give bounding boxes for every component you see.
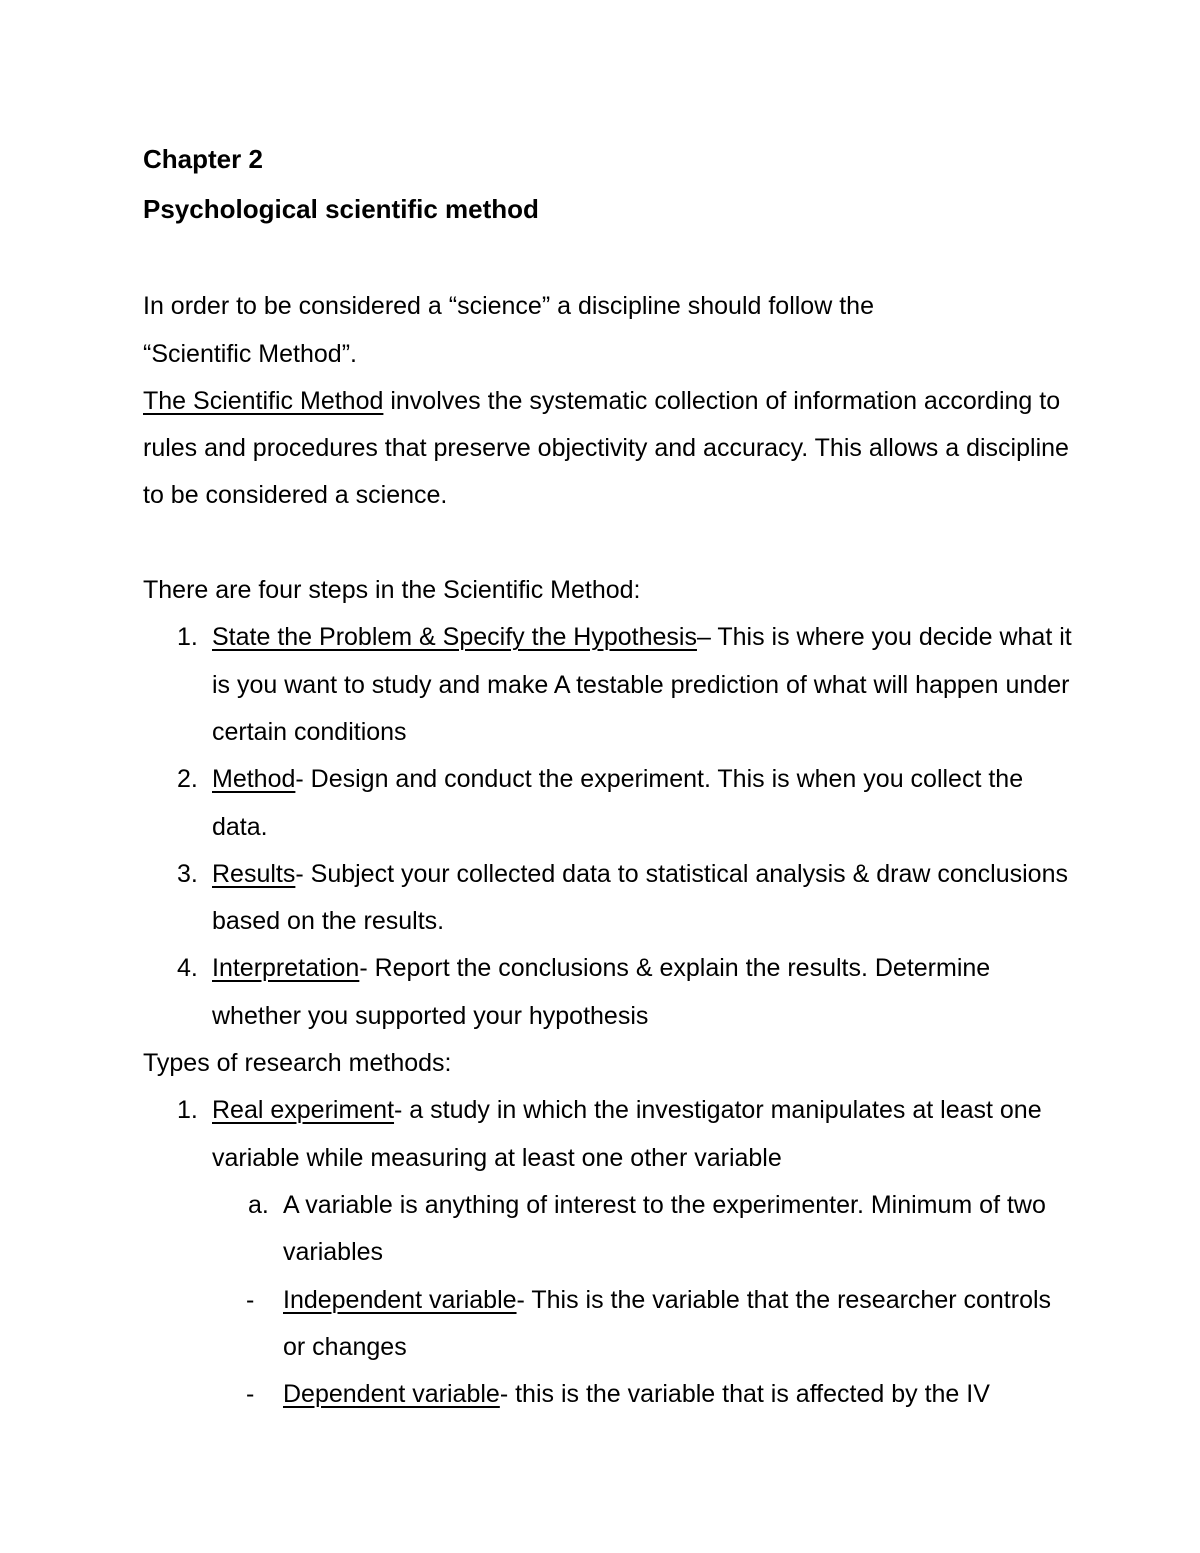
definition-paragraph <box>143 378 1073 520</box>
list-dash: - <box>246 1285 255 1314</box>
list-item <box>143 614 1073 756</box>
sub-list <box>143 1182 1073 1418</box>
definition-text: involves the systematic collection of information according to rules and procedures that preserve objectivity and accuracy. This allows a discipline to be considered a science. <box>143 386 1069 510</box>
step-term: Method <box>212 765 296 794</box>
definition-term: The Scientific Method <box>143 386 384 415</box>
page-title: Psychological scientific method <box>143 194 539 224</box>
list-dash: - <box>246 1380 255 1409</box>
type-term: Real experiment <box>212 1096 395 1125</box>
list-item <box>143 851 1073 946</box>
list-number: 1. <box>177 623 198 652</box>
list-item <box>143 1277 1073 1372</box>
step-text: - Report the conclusions & explain the results. Determine whether you supported your hypothesis <box>212 954 991 1030</box>
steps-intro: There are four steps in the Scientific Method: <box>143 576 641 605</box>
list-item <box>143 945 1073 1040</box>
list-number: 2. <box>177 765 198 794</box>
step-term: Interpretation <box>212 954 360 983</box>
blank-line <box>143 236 1073 283</box>
step-term: State the Problem & Specify the Hypothesis <box>212 623 697 652</box>
step-text: - Design and conduct the experiment. This is when you collect the data. <box>212 765 1024 841</box>
types-intro: Types of research methods: <box>143 1049 452 1078</box>
list-item <box>143 1371 1073 1418</box>
subitem-term: Dependent variable <box>283 1380 500 1409</box>
subitem-term: Independent variable <box>283 1285 517 1314</box>
list-number: 1. <box>177 1096 198 1125</box>
list-item <box>143 1087 1073 1182</box>
types-list <box>143 1087 1073 1182</box>
list-item <box>143 1182 1073 1277</box>
list-number: 3. <box>177 859 198 888</box>
subitem-text: - this is the variable that is affected by the IV <box>499 1380 990 1409</box>
list-item <box>143 756 1073 851</box>
type-text: - a study in which the investigator manipulates at least one variable while measuring at least one other variable <box>212 1096 1042 1172</box>
list-letter: a. <box>248 1190 269 1219</box>
subitem-text: A variable is anything of interest to the experimenter. Minimum of two variables <box>283 1190 1046 1267</box>
chapter-heading: Chapter 2 <box>143 144 263 174</box>
steps-list <box>143 614 1073 1040</box>
intro-line-1: In order to be considered a “science” a discipline should follow the <box>143 292 874 321</box>
intro-line-2: “Scientific Method”. <box>143 339 357 368</box>
subitem-text: - This is the variable that the researcher controls or changes <box>283 1285 1052 1361</box>
step-text: – This is where you decide what it is you want to study and make A testable prediction of what will happen under certain conditions <box>212 623 1072 746</box>
document-content <box>143 136 1073 1418</box>
step-term: Results <box>212 859 296 888</box>
list-number: 4. <box>177 954 198 983</box>
blank-line <box>143 520 1073 567</box>
step-text: - Subject your collected data to statistical analysis & draw conclusions based on the results. <box>212 859 1068 936</box>
